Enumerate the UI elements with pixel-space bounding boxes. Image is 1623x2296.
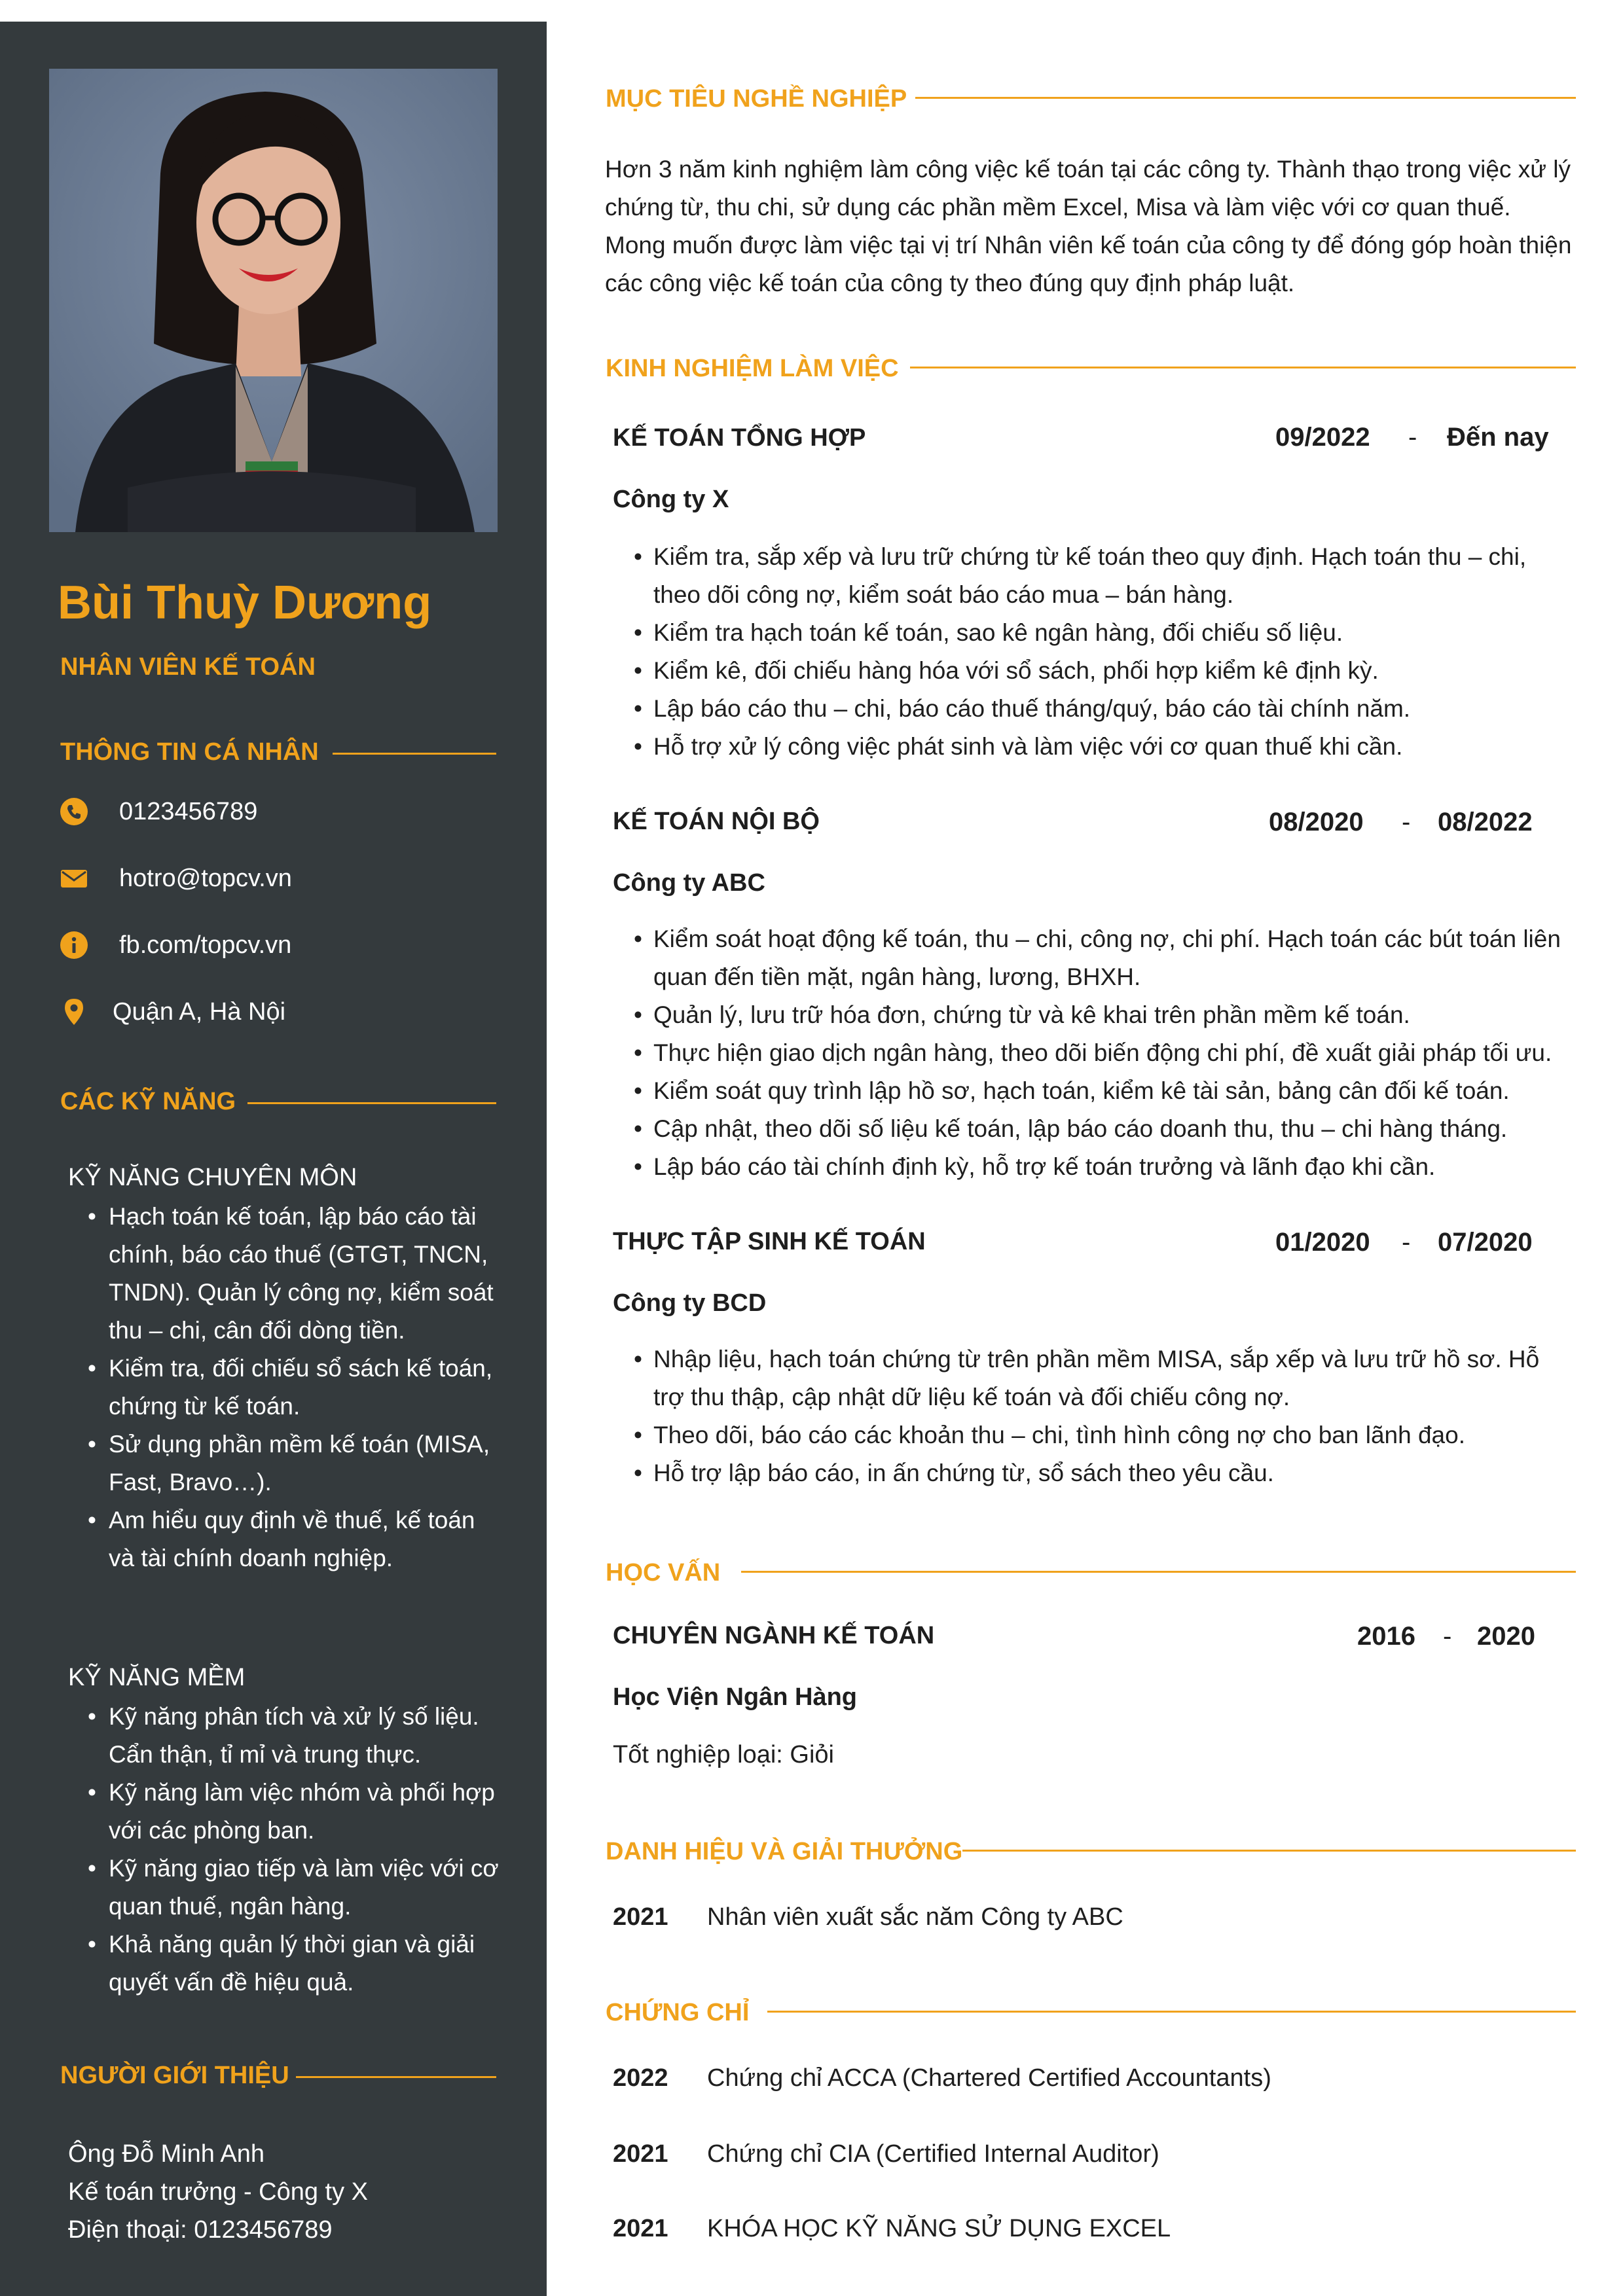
list-item: • Kiểm kê, đối chiếu hàng hóa với sổ sách, phối hợp kiểm kê định kỳ. xyxy=(634,652,1577,690)
referee-name: Ông Đỗ Minh Anh xyxy=(68,2140,264,2168)
personal-info-heading: THÔNG TIN CÁ NHÂN xyxy=(60,738,319,766)
education-start-year: 2016 xyxy=(1357,1622,1415,1651)
heading-rule xyxy=(741,1571,1576,1573)
certificates-heading: CHỨNG CHỈ xyxy=(606,1999,750,2026)
education-end-year: 2020 xyxy=(1477,1622,1535,1651)
job-title: KẾ TOÁN NỘI BỘ xyxy=(613,808,820,835)
list-item: • Cập nhật, theo dõi số liệu kế toán, lập báo cáo doanh thu, thu – chi hàng tháng. xyxy=(634,1110,1577,1148)
info-icon xyxy=(59,930,89,960)
heading-rule xyxy=(333,753,496,755)
job-title: THỰC TẬP SINH KẾ TOÁN xyxy=(613,1228,926,1255)
heading-rule xyxy=(296,2076,496,2078)
job-tasks xyxy=(634,1340,1577,1492)
list-item: • Thực hiện giao dịch ngân hàng, theo dõi biến động chi phí, đề xuất giải pháp tối ưu. xyxy=(634,1034,1577,1072)
heading-rule xyxy=(915,97,1576,99)
date-separator: - xyxy=(1402,808,1411,836)
job-start-date: 08/2020 xyxy=(1269,808,1364,836)
candidate-title: NHÂN VIÊN KẾ TOÁN xyxy=(60,653,316,681)
professional-skills-list xyxy=(88,1198,507,1577)
website-text[interactable]: fb.com/topcv.vn xyxy=(119,931,292,959)
list-item: • Nhập liệu, hạch toán chứng từ trên phần mềm MISA, sắp xếp và lưu trữ hồ sơ. Hỗ trợ thu thập, cập nhật dữ liệu kế toán và đối chiếu công nợ. xyxy=(634,1340,1577,1416)
soft-skills-list xyxy=(88,1698,507,2001)
date-separator: - xyxy=(1443,1622,1452,1651)
list-item: • Lập báo cáo tài chính định kỳ, hỗ trợ kế toán trưởng và lãnh đạo khi cần. xyxy=(634,1148,1577,1186)
education-major: CHUYÊN NGÀNH KẾ TOÁN xyxy=(613,1622,935,1649)
list-item: • Lập báo cáo thu – chi, báo cáo thuế tháng/quý, báo cáo tài chính năm. xyxy=(634,690,1577,728)
referee-heading: NGƯỜI GIỚI THIỆU xyxy=(60,2062,289,2089)
profile-photo xyxy=(49,69,498,532)
list-item: • Kỹ năng phân tích và xử lý số liệu. Cẩn thận, tỉ mỉ và trung thực. xyxy=(88,1698,507,1774)
address-text: Quận A, Hà Nội xyxy=(113,997,286,1026)
list-item: • Hỗ trợ xử lý công việc phát sinh và làm việc với cơ quan thuế khi cần. xyxy=(634,728,1577,766)
contact-website xyxy=(59,927,291,963)
certificate-text: KHÓA HỌC KỸ NĂNG SỬ DỤNG EXCEL xyxy=(707,2215,1171,2242)
list-item: • Sử dụng phần mềm kế toán (MISA, Fast, Bravo…). xyxy=(88,1426,507,1501)
date-separator: - xyxy=(1402,1228,1411,1257)
date-separator: - xyxy=(1408,423,1417,452)
company-name: Công ty ABC xyxy=(613,869,765,897)
company-name: Công ty BCD xyxy=(613,1289,767,1317)
list-item: • Hỗ trợ lập báo cáo, in ấn chứng từ, sổ sách theo yêu cầu. xyxy=(634,1454,1577,1492)
referee-info xyxy=(68,2135,368,2249)
school-name: Học Viện Ngân Hàng xyxy=(613,1683,858,1711)
job-tasks xyxy=(634,538,1577,766)
job-title: KẾ TOÁN TỔNG HỢP xyxy=(613,424,866,452)
referee-phone: Điện thoại: 0123456789 xyxy=(68,2216,333,2244)
phone-text: 0123456789 xyxy=(119,797,258,825)
certificate-year: 2021 xyxy=(613,2215,668,2242)
heading-rule xyxy=(767,2011,1576,2013)
list-item: • Quản lý, lưu trữ hóa đơn, chứng từ và kê khai trên phần mềm kế toán. xyxy=(634,996,1577,1034)
list-item: • Kỹ năng giao tiếp và làm việc với cơ quan thuế, ngân hàng. xyxy=(88,1850,507,1926)
certificate-text: Chứng chỉ CIA (Certified Internal Auditor) xyxy=(707,2140,1159,2168)
heading-rule xyxy=(962,1850,1576,1852)
education-heading: HỌC VẤN xyxy=(606,1559,721,1587)
heading-rule xyxy=(910,367,1576,368)
job-end-date: 08/2022 xyxy=(1438,808,1533,836)
job-end-date: Đến nay xyxy=(1447,423,1549,452)
list-item: • Kiểm tra, đối chiếu sổ sách kế toán, chứng từ kế toán. xyxy=(88,1350,507,1426)
contact-phone xyxy=(59,793,257,830)
list-item: • Theo dõi, báo cáo các khoản thu – chi, tình hình công nợ cho ban lãnh đạo. xyxy=(634,1416,1577,1454)
certificate-text: Chứng chỉ ACCA (Chartered Certified Accountants) xyxy=(707,2064,1271,2092)
professional-skills-heading: KỸ NĂNG CHUYÊN MÔN xyxy=(68,1164,357,1191)
graduation-grade: Tốt nghiệp loại: Giỏi xyxy=(613,1741,834,1768)
contact-address xyxy=(59,994,285,1030)
list-item: • Kỹ năng làm việc nhóm và phối hợp với các phòng ban. xyxy=(88,1774,507,1850)
phone-icon xyxy=(59,797,89,827)
heading-rule xyxy=(247,1102,496,1104)
list-item: • Khả năng quản lý thời gian và giải quyết vấn đề hiệu quả. xyxy=(88,1926,507,2001)
certificate-year: 2022 xyxy=(613,2064,668,2092)
award-year: 2021 xyxy=(613,1903,668,1931)
candidate-name: Bùi Thuỳ Dương xyxy=(58,577,432,629)
location-pin-icon xyxy=(59,997,89,1027)
job-tasks xyxy=(634,920,1577,1186)
list-item: • Hạch toán kế toán, lập báo cáo tài chính, báo cáo thuế (GTGT, TNCN, TNDN). Quản lý công nợ, kiểm soát thu – chi, cân đối dòng tiền. xyxy=(88,1198,507,1350)
soft-skills-heading: KỸ NĂNG MỀM xyxy=(68,1664,246,1691)
company-name: Công ty X xyxy=(613,486,729,513)
job-end-date: 07/2020 xyxy=(1438,1228,1533,1257)
job-start-date: 09/2022 xyxy=(1275,423,1370,452)
list-item: • Kiểm soát quy trình lập hồ sơ, hạch toán, kiểm kê tài sản, bảng cân đối kế toán. xyxy=(634,1072,1577,1110)
awards-heading: DANH HIỆU VÀ GIẢI THƯỞNG xyxy=(606,1838,963,1865)
objective-text: Hơn 3 năm kinh nghiệm làm công việc kế toán tại các công ty. Thành thạo trong việc xử lý chứng từ, thu chi, sử dụng các phần mềm Excel, Misa và làm việc với cơ quan thuế. Mong muốn được làm việc tại vị trí Nhân viên kế toán của công ty để đóng góp hoàn thiện các công việc kế toán của công ty theo đúng quy định pháp luật. xyxy=(605,156,1572,296)
skills-heading: CÁC KỸ NĂNG xyxy=(60,1088,236,1115)
list-item: • Kiểm tra hạch toán kế toán, sao kê ngân hàng, đối chiếu số liệu. xyxy=(634,614,1577,652)
experience-heading: KINH NGHIỆM LÀM VIỆC xyxy=(606,355,899,382)
award-text: Nhân viên xuất sắc năm Công ty ABC xyxy=(707,1903,1123,1931)
referee-position: Kế toán trưởng - Công ty X xyxy=(68,2178,369,2206)
job-start-date: 01/2020 xyxy=(1275,1228,1370,1257)
list-item: • Kiểm soát hoạt động kế toán, thu – chi, công nợ, chi phí. Hạch toán các bút toán liên quan đến tiền mặt, ngân hàng, lương, BHXH. xyxy=(634,920,1577,996)
list-item: • Am hiểu quy định về thuế, kế toán và tài chính doanh nghiệp. xyxy=(88,1501,507,1577)
objective-heading: MỤC TIÊU NGHỀ NGHIỆP xyxy=(606,85,907,113)
email-text[interactable]: hotro@topcv.vn xyxy=(119,864,292,892)
envelope-icon xyxy=(59,863,89,893)
contact-email xyxy=(59,860,292,897)
list-item: • Kiểm tra, sắp xếp và lưu trữ chứng từ kế toán theo quy định. Hạch toán thu – chi, theo dõi công nợ, kiểm soát báo cáo mua – bán hàng. xyxy=(634,538,1577,614)
certificate-year: 2021 xyxy=(613,2140,668,2168)
